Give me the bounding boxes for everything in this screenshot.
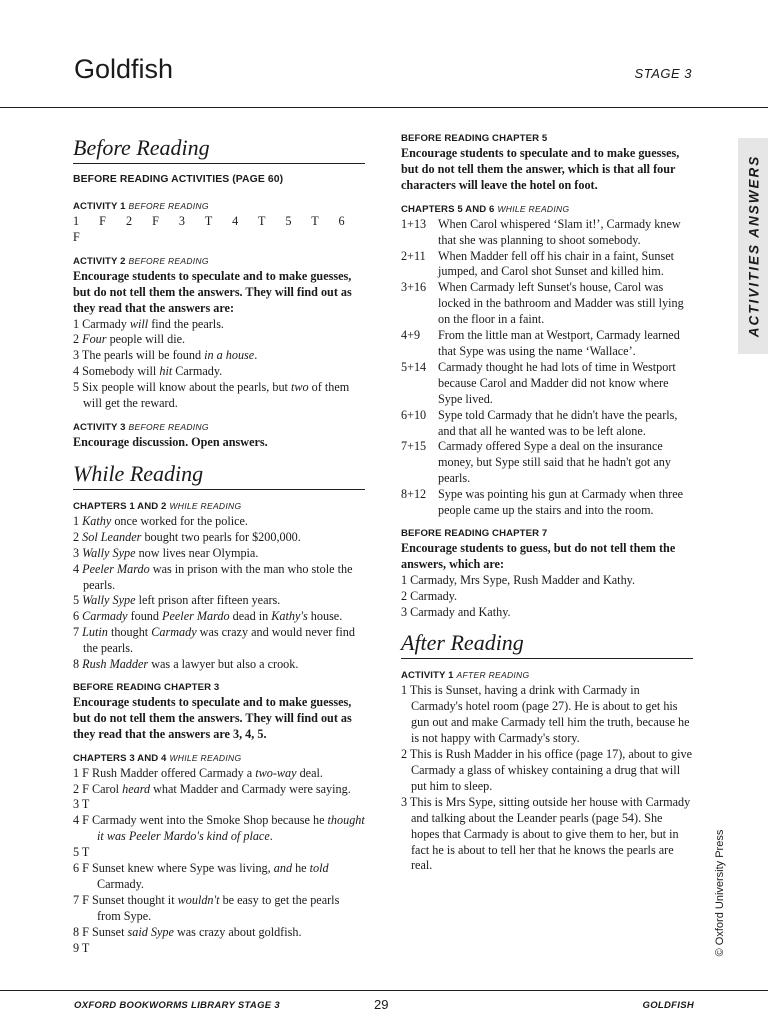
list-item: 1 Carmady will find the pearls.	[73, 316, 224, 331]
footer-title: GOLDFISH	[642, 1000, 694, 1011]
activity1-answers: 1 F 2 F 3 T 4 T 5 T 6 F	[73, 214, 346, 244]
activity2-list	[73, 317, 365, 412]
activity3-text: Encourage discussion. Open answers.	[73, 434, 268, 449]
list-item: 1 Kathy once worked for the police.	[73, 513, 248, 528]
before-reading-title: Before Reading	[73, 135, 365, 164]
list-item: 3 T	[73, 797, 90, 812]
activity2-intro: Encourage students to speculate and to make guesses, but do not tell them the answers. They will find out as they read that the answers are:	[73, 268, 352, 315]
list-item: 5 Wally Sype left prison after fifteen years.	[73, 593, 281, 608]
list-item: 1+13 When Carol whispered ‘Slam it!’, Carmady knew that she was planning to shoot somebody.	[401, 216, 681, 247]
activity3-heading: ACTIVITY 3 BEFORE READING	[73, 421, 209, 433]
after-reading-title: After Reading	[401, 630, 693, 659]
left-column	[73, 132, 365, 957]
after-activity1-list	[401, 683, 693, 874]
right-column	[401, 132, 693, 874]
list-item: 7 F Sunset thought it wouldn't be easy to get the pearls from Sype.	[73, 892, 340, 923]
chapters34-heading: CHAPTERS 3 AND 4 WHILE READING	[73, 752, 242, 764]
brc7-text: Encourage students to guess, but do not tell them the answers, which are:	[401, 540, 676, 571]
chapters56-heading: CHAPTERS 5 AND 6 WHILE READING	[401, 203, 570, 215]
chapters12-heading: CHAPTERS 1 AND 2 WHILE READING	[73, 500, 242, 512]
activity2-heading: ACTIVITY 2 BEFORE READING	[73, 255, 209, 267]
list-item: 8+12 Sype was pointing his gun at Carmady when three people came up the stairs and into the room.	[401, 487, 684, 518]
list-item: 4+9 From the little man at Westport, Carmady learned that Sype was using the name ‘Wallace’.	[401, 328, 680, 358]
list-item: 7 Lutin thought Carmady was crazy and would never find the pearls.	[73, 625, 355, 656]
list-item: 4 Peeler Mardo was in prison with the man who stole the pearls.	[73, 561, 353, 592]
list-item: 5 Six people will know about the pearls, but two of them will get the reward.	[73, 380, 350, 411]
footer-rule	[0, 990, 768, 991]
bra-heading: BEFORE READING ACTIVITIES (PAGE 60)	[73, 174, 284, 185]
list-item: 3 This is Mrs Sype, sitting outside her house with Carmady and talking about the Leander pearls (page 54). She hopes that Carmady is about to give them to her, but in fact he is about to tell her that he knows the pearls are real.	[401, 794, 691, 873]
list-item: 6 F Sunset knew where Sype was living, and he told Carmady.	[73, 861, 329, 891]
list-item: 6 Carmady found Peeler Mardo dead in Kathy's house.	[73, 609, 343, 624]
list-item: 1 F Rush Madder offered Carmady a two-way deal.	[73, 765, 323, 780]
list-item: 2 This is Rush Madder in his office (page 17), about to give Carmady a glass of whiskey containing a drug that will put him to sleep.	[401, 747, 692, 793]
while-reading-title: While Reading	[73, 461, 365, 490]
header-rule	[0, 107, 768, 108]
brc5-heading: BEFORE READING CHAPTER 5	[401, 133, 548, 144]
list-item: 5 T	[73, 845, 90, 860]
brc7-heading: BEFORE READING CHAPTER 7	[401, 527, 548, 539]
list-item: 1 This is Sunset, having a drink with Carmady in Carmady's hotel room (page 27). He is about to get his gun out and make Carmady tell him the truth, because he is not happy with Carmady's story.	[401, 683, 690, 746]
list-item: 4 F Carmady went into the Smoke Shop because he thought it was Peeler Mardo's kind of place.	[73, 813, 365, 844]
chapters56-list	[401, 217, 693, 519]
list-item: 9 T	[73, 940, 90, 955]
side-tab-label: ACTIVITIES ANSWERS	[746, 154, 762, 338]
chapters12-list	[73, 514, 365, 673]
list-item: 7+15 Carmady offered Sype a deal on the insurance money, but Sype still said that he hadn't got any pearls.	[401, 439, 671, 486]
copyright-notice: © Oxford University Press	[714, 829, 726, 957]
list-item: 3+16 When Carmady left Sunset's house, Carol was locked in the bathroom and Madder was still lying on the floor in a faint.	[401, 280, 684, 327]
list-item: 2 Four people will die.	[73, 332, 186, 347]
after-activity1-heading: ACTIVITY 1 AFTER READING	[401, 670, 530, 682]
stage-label: STAGE 3	[634, 66, 692, 81]
footer-series: OXFORD BOOKWORMS LIBRARY STAGE 3	[74, 1000, 280, 1011]
list-item: 8 F Sunset said Sype was crazy about goldfish.	[73, 924, 302, 939]
list-item: 1 Carmady, Mrs Sype, Rush Madder and Kathy.	[401, 572, 636, 587]
list-item: 2 Sol Leander bought two pearls for $200,000.	[73, 529, 301, 544]
page-title: Goldfish	[74, 54, 174, 84]
page-number: 29	[374, 997, 389, 1012]
brc7-list	[401, 573, 693, 621]
list-item: 4 Somebody will hit Carmady.	[73, 364, 223, 379]
list-item: 2 Carmady.	[401, 588, 458, 603]
brc3-heading: BEFORE READING CHAPTER 3	[73, 681, 220, 693]
list-item: 6+10 Sype told Carmady that he didn't have the pearls, and that all he wanted was to be left alone.	[401, 407, 678, 438]
list-item: 3 Carmady and Kathy.	[401, 604, 511, 619]
list-item: 2+11 When Madder fell off his chair in a faint, Sunset jumped, and Carol shot Sunset and killed him.	[401, 248, 675, 279]
activity1-heading: ACTIVITY 1 BEFORE READING	[73, 201, 209, 212]
brc3-text: Encourage students to speculate and to make guesses, but do not tell them the answers. They will find out as they read that the answers are 3, 4, 5.	[73, 694, 352, 741]
list-item: 3 The pearls will be found in a house.	[73, 348, 258, 363]
chapters34-list	[73, 766, 365, 957]
list-item: 8 Rush Madder was a lawyer but also a crook.	[73, 657, 299, 672]
list-item: 2 F Carol heard what Madder and Carmady were saying.	[73, 781, 351, 796]
list-item: 5+14 Carmady thought he had lots of time in Westport because Carol and Madder did not know where Sype lived.	[401, 359, 676, 406]
list-item: 3 Wally Sype now lives near Olympia.	[73, 545, 259, 560]
brc5-text: Encourage students to speculate and to make guesses, but do not tell them the answer, which is that all four characters will leave the hotel on foot.	[401, 146, 680, 192]
